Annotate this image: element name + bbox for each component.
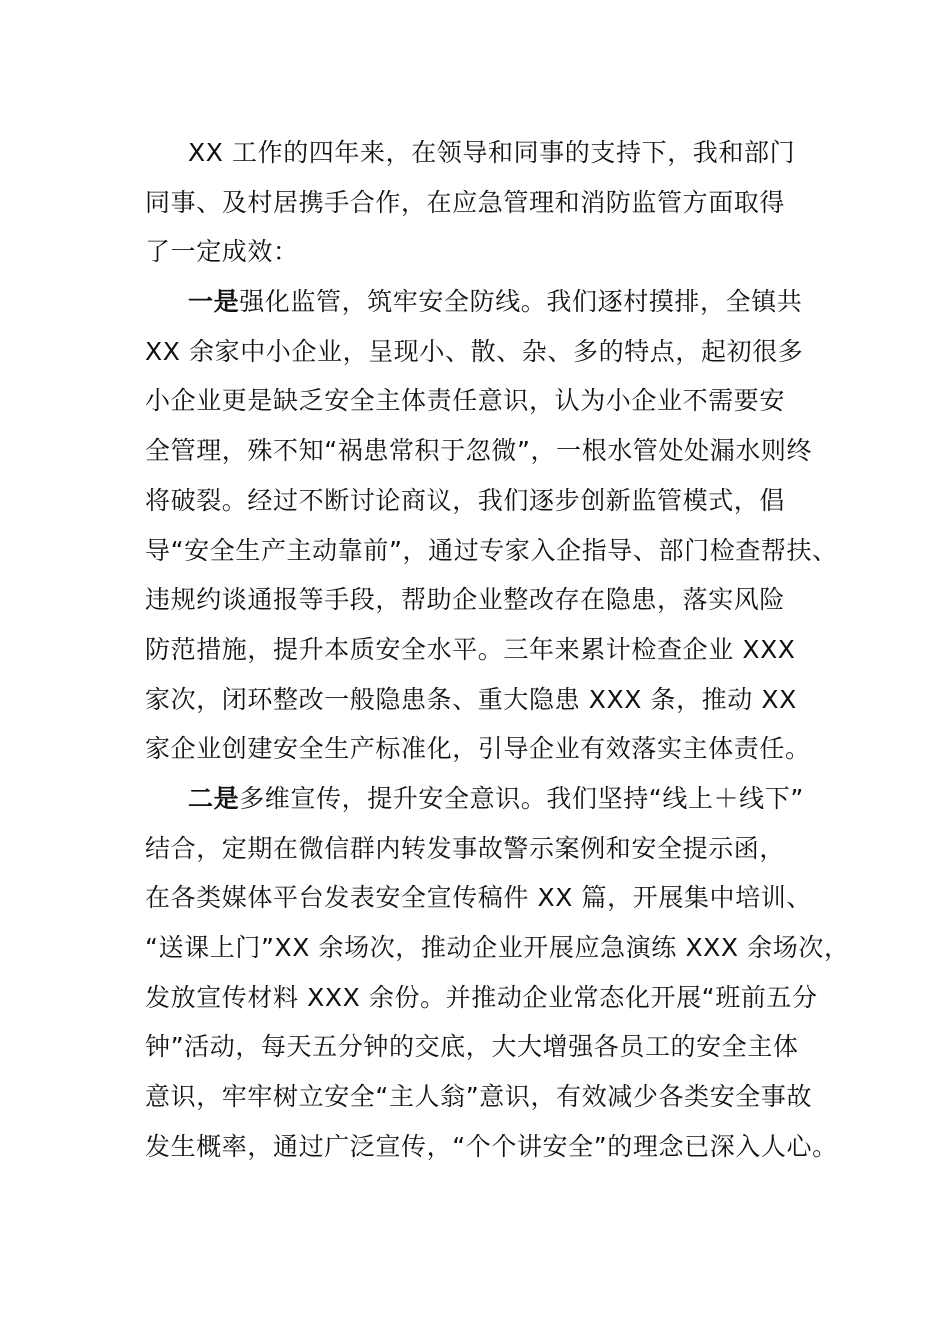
section-one-paragraph xyxy=(145,277,838,774)
section-two-paragraph xyxy=(145,774,850,1172)
paragraph-line: 钟”活动，每天五分钟的交底，大大增强各员工的安全主体 xyxy=(145,1032,799,1062)
paragraph-line: 在各类媒体平台发表安全宣传稿件 XX 篇，开展集中培训、 xyxy=(145,883,812,913)
paragraph-line: 将破裂。经过不断讨论商议，我们逐步创新监管模式，倡 xyxy=(145,485,786,515)
paragraph-line: 发放宣传材料 XXX 余份。并推动企业常态化开展“班前五分 xyxy=(145,982,818,1012)
paragraph-line: 全管理，殊不知“祸患常积于忽微”，一根水管处处漏水则终 xyxy=(145,436,813,466)
paragraph-line: 防范措施，提升本质安全水平。三年来累计检查企业 XXX xyxy=(145,634,796,664)
paragraph-line: 意识，牢牢树立安全“主人翁”意识，有效减少各类安全事故 xyxy=(145,1082,813,1112)
paragraph-line: 小企业更是缺乏安全主体责任意识，认为小企业不需要安 xyxy=(145,386,786,416)
paragraph-first-line xyxy=(145,774,835,824)
paragraph-line: XX 余家中小企业，呈现小、散、杂、多的特点，起初很多 xyxy=(145,336,804,366)
paragraph-line: 违规约谈通报等手段，帮助企业整改存在隐患，落实风险 xyxy=(145,585,786,615)
paragraph-line-text: 强化监管，筑牢安全防线。我们逐村摸排，全镇共 xyxy=(239,287,803,317)
section-lead-label: 一是 xyxy=(188,287,240,317)
document-body xyxy=(145,128,850,1171)
paragraph-line: 结合，定期在微信群内转发事故警示案例和安全提示函， xyxy=(145,833,786,863)
paragraph-line: 家企业创建安全生产标准化，引导企业有效落实主体责任。 xyxy=(145,734,811,764)
paragraph-line: 家次，闭环整改一般隐患条、重大隐患 XXX 条，推动 XX xyxy=(145,684,797,714)
paragraph-line: “送课上门”XX 余场次，推动企业开展应急演练 XXX 余场次， xyxy=(145,933,850,962)
paragraph-line-text: 多维宣传，提升安全意识。我们坚持“线上＋线下” xyxy=(239,783,804,813)
paragraph-line: 同事、及村居携手合作，在应急管理和消防监管方面取得 xyxy=(145,187,786,217)
paragraph-first-line xyxy=(145,277,835,327)
section-lead-label: 二是 xyxy=(188,783,240,813)
paragraph-line: XX 工作的四年来，在领导和同事的支持下，我和部门 xyxy=(188,138,796,167)
paragraph-line: 了一定成效： xyxy=(145,237,299,267)
paragraph-line: 导“安全生产主动靠前”，通过专家入企指导、部门检查帮扶、 xyxy=(145,535,838,565)
intro-paragraph xyxy=(145,128,835,277)
paragraph-line: 发生概率，通过广泛宣传，“个个讲安全”的理念已深入人心。 xyxy=(145,1131,838,1161)
